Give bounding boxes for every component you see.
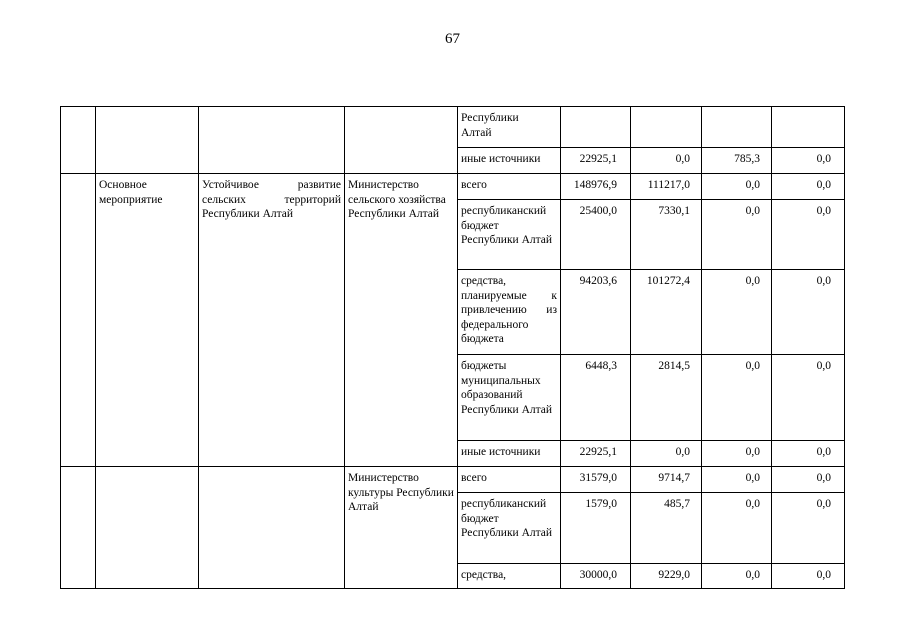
table-row <box>61 467 845 493</box>
value-cell: 7330,1 <box>631 200 702 270</box>
measure-type-cell <box>96 467 199 589</box>
value-cell: 0,0 <box>631 148 702 174</box>
value-cell <box>561 107 631 148</box>
value-cell <box>631 107 702 148</box>
table-row <box>61 174 845 200</box>
col-number-cell <box>61 467 96 589</box>
measure-type-cell: Основное мероприятие <box>96 174 199 467</box>
value-cell: 22925,1 <box>561 441 631 467</box>
page-number: 67 <box>445 31 460 47</box>
col-number-cell <box>61 148 96 174</box>
value-cell: 1579,0 <box>561 493 631 564</box>
col-name-cell <box>199 107 345 148</box>
source-cell: иные источники <box>458 148 561 174</box>
value-cell: 9229,0 <box>631 564 702 589</box>
value-cell: 0,0 <box>772 467 845 493</box>
value-cell: 94203,6 <box>561 270 631 355</box>
measure-name-cell <box>199 467 345 589</box>
value-cell: 0,0 <box>702 467 772 493</box>
value-cell: 0,0 <box>772 441 845 467</box>
value-cell: 0,0 <box>702 355 772 441</box>
col-number-cell <box>61 107 96 148</box>
measure-name-cell: Устойчивое развитие сельских территорий Республики Алтай <box>199 174 345 467</box>
value-cell: 0,0 <box>772 148 845 174</box>
value-cell: 6448,3 <box>561 355 631 441</box>
source-cell: бюджеты муниципальных образований Республики Алтай <box>458 355 561 441</box>
col-executor-cell <box>345 107 458 148</box>
executor-cell: Министерство культуры Республики Алтай <box>345 467 458 589</box>
value-cell: 0,0 <box>772 270 845 355</box>
col-executor-cell <box>345 148 458 174</box>
source-cell: республиканский бюджет Республики Алтай <box>458 200 561 270</box>
table-row <box>61 107 845 148</box>
source-cell: всего <box>458 174 561 200</box>
value-cell: 785,3 <box>702 148 772 174</box>
source-cell: Республики Алтай <box>458 107 561 148</box>
value-cell: 0,0 <box>631 441 702 467</box>
value-cell: 485,7 <box>631 493 702 564</box>
source-cell: средства, планируемые к привлечению из федерального бюджета <box>458 270 561 355</box>
value-cell: 0,0 <box>702 270 772 355</box>
funding-table <box>60 106 845 589</box>
value-cell: 0,0 <box>702 174 772 200</box>
value-cell: 25400,0 <box>561 200 631 270</box>
value-cell: 2814,5 <box>631 355 702 441</box>
value-cell: 0,0 <box>702 493 772 564</box>
value-cell: 22925,1 <box>561 148 631 174</box>
value-cell: 31579,0 <box>561 467 631 493</box>
source-cell: всего <box>458 467 561 493</box>
value-cell: 101272,4 <box>631 270 702 355</box>
value-cell: 111217,0 <box>631 174 702 200</box>
col-type-cell <box>96 148 199 174</box>
value-cell <box>772 107 845 148</box>
executor-cell: Министерство сельского хозяйства Республики Алтай <box>345 174 458 467</box>
value-cell: 0,0 <box>702 441 772 467</box>
value-cell: 0,0 <box>772 564 845 589</box>
value-cell: 30000,0 <box>561 564 631 589</box>
col-number-cell <box>61 174 96 467</box>
col-type-cell <box>96 107 199 148</box>
source-cell: республиканский бюджет Республики Алтай <box>458 493 561 564</box>
source-cell: средства, <box>458 564 561 589</box>
value-cell: 0,0 <box>772 355 845 441</box>
table-row <box>61 148 845 174</box>
col-name-cell <box>199 148 345 174</box>
value-cell: 0,0 <box>772 174 845 200</box>
value-cell: 0,0 <box>702 200 772 270</box>
value-cell: 0,0 <box>772 200 845 270</box>
value-cell: 0,0 <box>702 564 772 589</box>
value-cell: 9714,7 <box>631 467 702 493</box>
value-cell: 0,0 <box>772 493 845 564</box>
source-cell: иные источники <box>458 441 561 467</box>
value-cell: 148976,9 <box>561 174 631 200</box>
value-cell <box>702 107 772 148</box>
